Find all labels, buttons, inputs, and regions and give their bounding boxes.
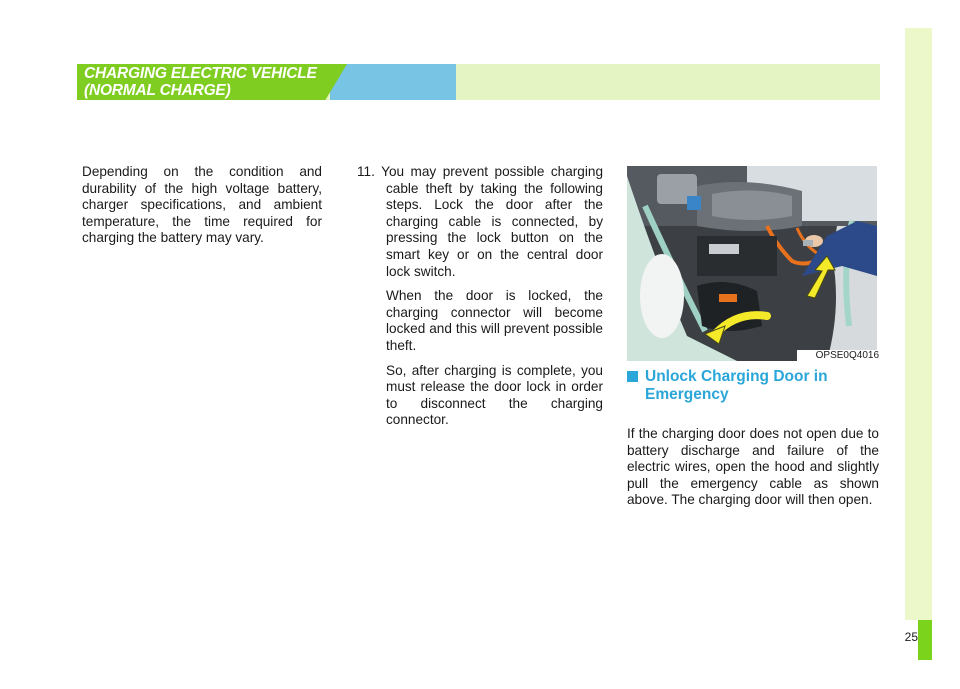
numbered-item-11 [357,164,604,280]
engine-bay-photo [627,166,877,361]
item-number: 11. [357,164,375,179]
header-blue-block [330,64,456,100]
middle-paragraph-3: So, after charging is complete, you must release the door lock in order to disconnect the charging connector. [386,362,603,428]
section-title [84,65,344,99]
subsection-title: Unlock Charging Door in Emergency [645,368,828,403]
side-strip [905,28,932,620]
square-bullet-icon [627,371,638,382]
engine-bay-illustration [627,166,877,361]
left-paragraph: Depending on the condition and durability of the high voltage battery, charger specifications, and ambient temperature, the time required for charging the battery may vary. [82,164,322,246]
left-column [82,164,322,255]
right-paragraph: If the charging door does not open due to battery discharge and failure of the electric wires, open the hood and slightly pull the emergency cable as shown above. The charging door will then open. [627,426,879,508]
page-number: 25 [904,630,918,644]
item-text: You may prevent possible charging cable theft by taking the following steps. Lock the door after the charging cable is connected, by pressing the lock button on the smart key or on the central door lock switch. [381,164,604,279]
right-column [627,426,879,517]
figure-code: OPSE0Q4016 [797,350,879,361]
middle-column [357,164,603,437]
middle-paragraph-2: When the door is locked, the charging connector will become locked and this will prevent possible theft. [386,288,603,353]
section-title-line2: (NORMAL CHARGE) [84,82,231,99]
section-title-line1: CHARGING ELECTRIC VEHICLE [84,65,317,82]
subsection-heading [627,368,887,404]
side-tab-marker [918,620,932,660]
